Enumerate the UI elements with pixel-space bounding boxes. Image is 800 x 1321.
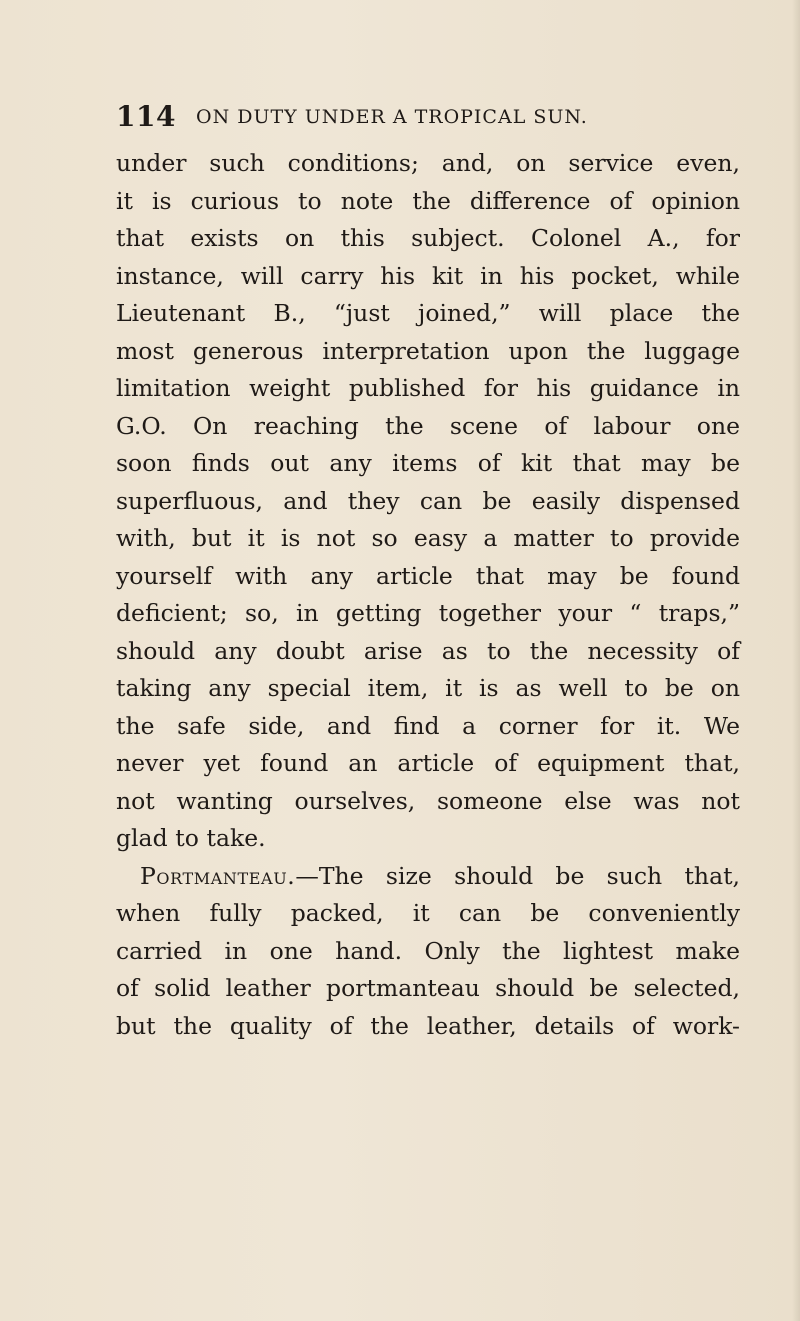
page-edge-shadow [792,0,800,1321]
running-head: ON DUTY UNDER A TROPICAL SUN. [196,106,588,128]
text-line: carried in one hand. Only the lightest make [116,936,740,965]
text-line: under such conditions; and, on service even, [116,149,740,177]
paragraph-first-line [116,858,740,896]
text-line: should any doubt arise as to the necessity of [116,636,740,665]
text-line: taking any special item, it is as well to be on [116,674,740,702]
paragraph-first-line-text: —The size should be such that, [295,861,740,890]
text-line: that exists on this subject. Colonel A., for [116,224,740,252]
text-line: Lieutenant B., “just joined,” will place the [116,299,740,327]
text-line: yourself with any article that may be found [116,561,740,590]
body-text [116,145,740,1045]
text-line: but the quality of the leather, details of work- [116,1011,740,1040]
text-line: G.O. On reaching the scene of labour one [116,411,740,440]
text-line: with, but it is not so easy a matter to provide [116,524,740,552]
page-header [116,100,736,136]
section-heading: Portmanteau. [140,861,296,890]
text-line: not wanting ourselves, someone else was not [116,786,740,815]
text-line: never yet found an article of equipment that, [116,749,740,777]
text-line: glad to take. [116,824,266,852]
text-line: instance, will carry his kit in his pocket, while [116,261,740,290]
text-line: limitation weight published for his guidance in [116,374,740,402]
text-line: it is curious to note the difference of opinion [116,186,740,215]
text-line: most generous interpretation upon the luggage [116,336,740,365]
text-line: when fully packed, it can be conveniently [116,899,740,927]
text-line: of solid leather portmanteau should be selected, [116,974,740,1002]
page-number: 114 [116,100,176,133]
text-line: superfluous, and they can be easily dispensed [116,486,740,515]
text-line: soon finds out any items of kit that may be [116,449,740,477]
text-line: deficient; so, in getting together your “ traps,” [116,599,740,627]
text-line: the safe side, and find a corner for it. We [116,711,740,740]
